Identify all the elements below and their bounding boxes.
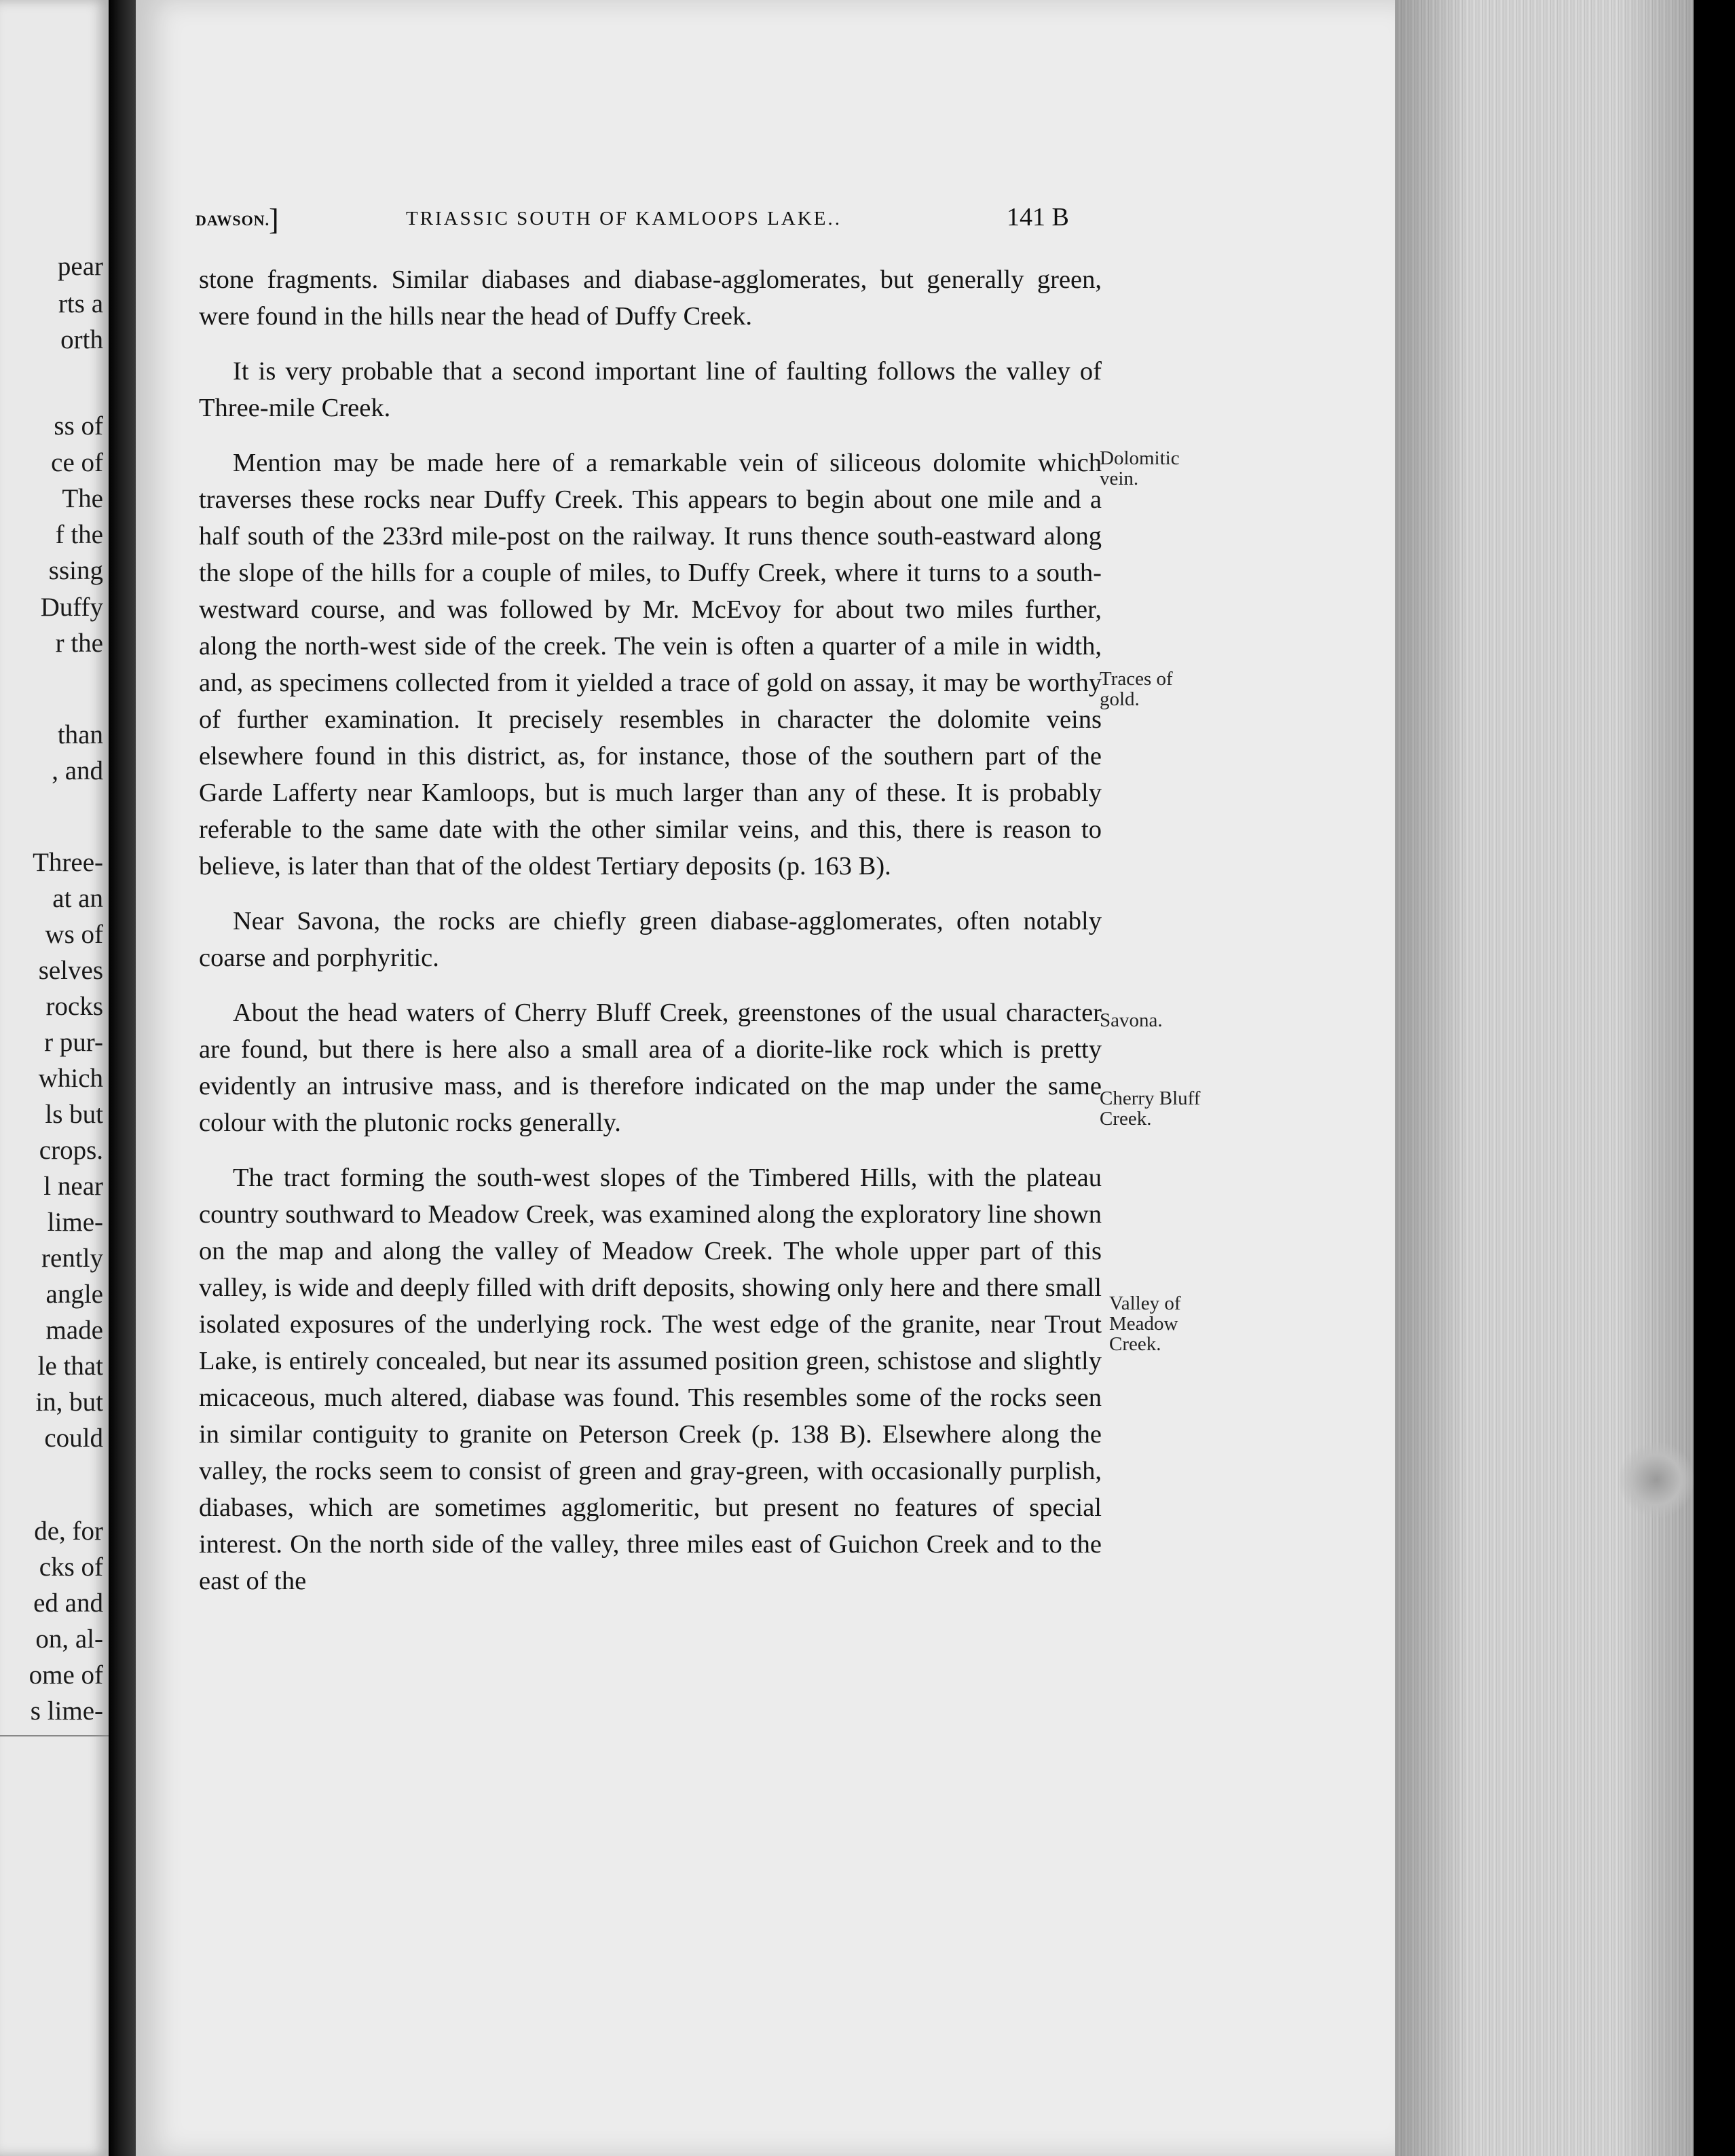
facing-text-fragment: than [57,720,103,749]
running-head [195,202,1105,243]
facing-text-fragment: rts a [58,289,103,318]
facing-text-fragment: ss of [54,411,103,441]
facing-text-fragment: Duffy [40,593,103,622]
marginal-note: Savona. [1100,1009,1163,1031]
facing-text-fragment: which [38,1064,103,1093]
body-text [199,261,1102,1618]
book-gutter [109,0,136,2156]
stain-spot [1619,1439,1694,1521]
facing-page-edge [0,0,109,2156]
facing-text-fragment: rocks [45,992,103,1021]
facing-text-fragment: at an [52,884,103,913]
running-head-title: TRIASSIC SOUTH OF KAMLOOPS LAKE.. [406,208,842,229]
marginal-note: Cherry Bluff Creek. [1100,1088,1201,1130]
facing-text-fragment: on, al- [35,1624,103,1654]
running-head-author: DAWSON. [195,212,270,229]
facing-text-fragment: rently [41,1244,103,1273]
facing-text-fragment: r pur- [44,1028,103,1057]
facing-text-fragment: orth [60,325,103,354]
facing-text-fragment: le that [37,1352,103,1381]
facing-text-fragment: could [44,1424,103,1453]
facing-text-fragment: crops. [39,1136,103,1165]
page-edges [1395,0,1694,2156]
facing-text-fragment: angle [45,1280,103,1309]
facing-text-fragment: cks of [39,1553,103,1582]
facing-text-fragment: made [45,1316,103,1345]
facing-text-fragment: de, for [34,1517,103,1546]
paragraph: It is very probable that a second important line of faulting follows the valley of Three-mile Creek. [199,357,1102,422]
paragraph: The tract forming the south-west slopes of the Timbered Hills, with the plateau country southward to Meadow Creek, was examined along the exploratory line shown on the map and along the valley of Meadow Creek. The whole upper part of this valley, is wide and deeply filled with drift deposits, showing only here and there small isolated exposures of the underlying rock. The west edge of the granite, near Trout Lake, is entirely concealed, but near its assumed position green, schistose and slightly micaceous, much altered, diabase was found. This resembles some of the rocks seen in similar contiguity to granite on Peterson Creek (p. 138 B). Elsewhere along the valley, the rocks seem to consist of green and gray-green, with occasionally purplish, diabases, which are sometimes agglomeritic, but present no features of special interest. On the north side of the valley, three miles east of Guichon Creek and to the east of the [199,1164,1102,1595]
facing-text-fragment: l near [43,1172,103,1201]
facing-text-fragment: ls but [45,1100,103,1129]
facing-text-fragment: s lime- [30,1696,103,1726]
facing-text-fragment: in, but [35,1388,103,1417]
facing-text-fragment: pear [57,252,103,281]
marginal-note: Dolomitic vein. [1100,447,1180,489]
facing-text-fragment: ce of [51,448,103,477]
paragraph: Near Savona, the rocks are chiefly green diabase-agglomerates, often notably coarse and porphyritic. [199,907,1102,972]
facing-text-fragment: lime- [47,1208,103,1237]
facing-text-fragment: f the [55,520,103,549]
page-number: 141 B [1007,203,1069,231]
facing-text-fragment: selves [38,956,103,985]
paragraph: stone fragments. Similar diabases and diabase-agglomerates, but generally green, were found in the hills near the head of Duffy Creek. [199,265,1102,331]
paragraph: About the head waters of Cherry Bluff Creek, greenstones of the usual character are found, but there is here also a small area of a diorite-like rock which is pretty evidently an intrusive mass, and is therefore indicated on the map under the same colour with the plutonic rocks generally. [199,999,1102,1137]
scan-frame [1694,0,1735,2156]
facing-text-fragment: ed and [33,1588,103,1618]
facing-text-fragment: Three- [33,848,103,877]
facing-page-rule [0,1735,109,1736]
marginal-note: Traces of gold. [1100,668,1173,710]
paragraph: Mention may be made here of a remarkable vein of siliceous dolomite which traverses these rocks near Duffy Creek. This appears to begin about one mile and a half south of the 233rd mile-post on the railway. It runs thence south-eastward along the slope of the hills for a couple of miles, to Duffy Creek, where it turns to a south-westward course, and was followed by Mr. McEvoy for about two miles further, along the north-west side of the creek. The vein is often a quarter of a mile in width, and, as specimens collected from it yielded a trace of gold on assay, it may be worthy of further examination. It precisely resembles in character the dolomite veins elsewhere found in this district, as, for instance, those of the southern part of the Garde Lafferty near Kamloops, but is much larger than any of these. It is probably referable to the same date with the other similar veins, and this, there is reason to believe, is later than that of the oldest Tertiary deposits (p. 163 B). [199,449,1102,880]
facing-text-fragment: ome of [29,1660,103,1690]
facing-text-fragment: The [62,484,103,513]
facing-text-fragment: ssing [48,556,103,585]
facing-text-fragment: r the [55,629,103,658]
facing-text-fragment: ws of [45,920,103,949]
marginal-note: Valley of Meadow Creek. [1109,1293,1181,1355]
running-head-bracket: ] [269,203,279,236]
facing-text-fragment: , and [52,756,103,785]
